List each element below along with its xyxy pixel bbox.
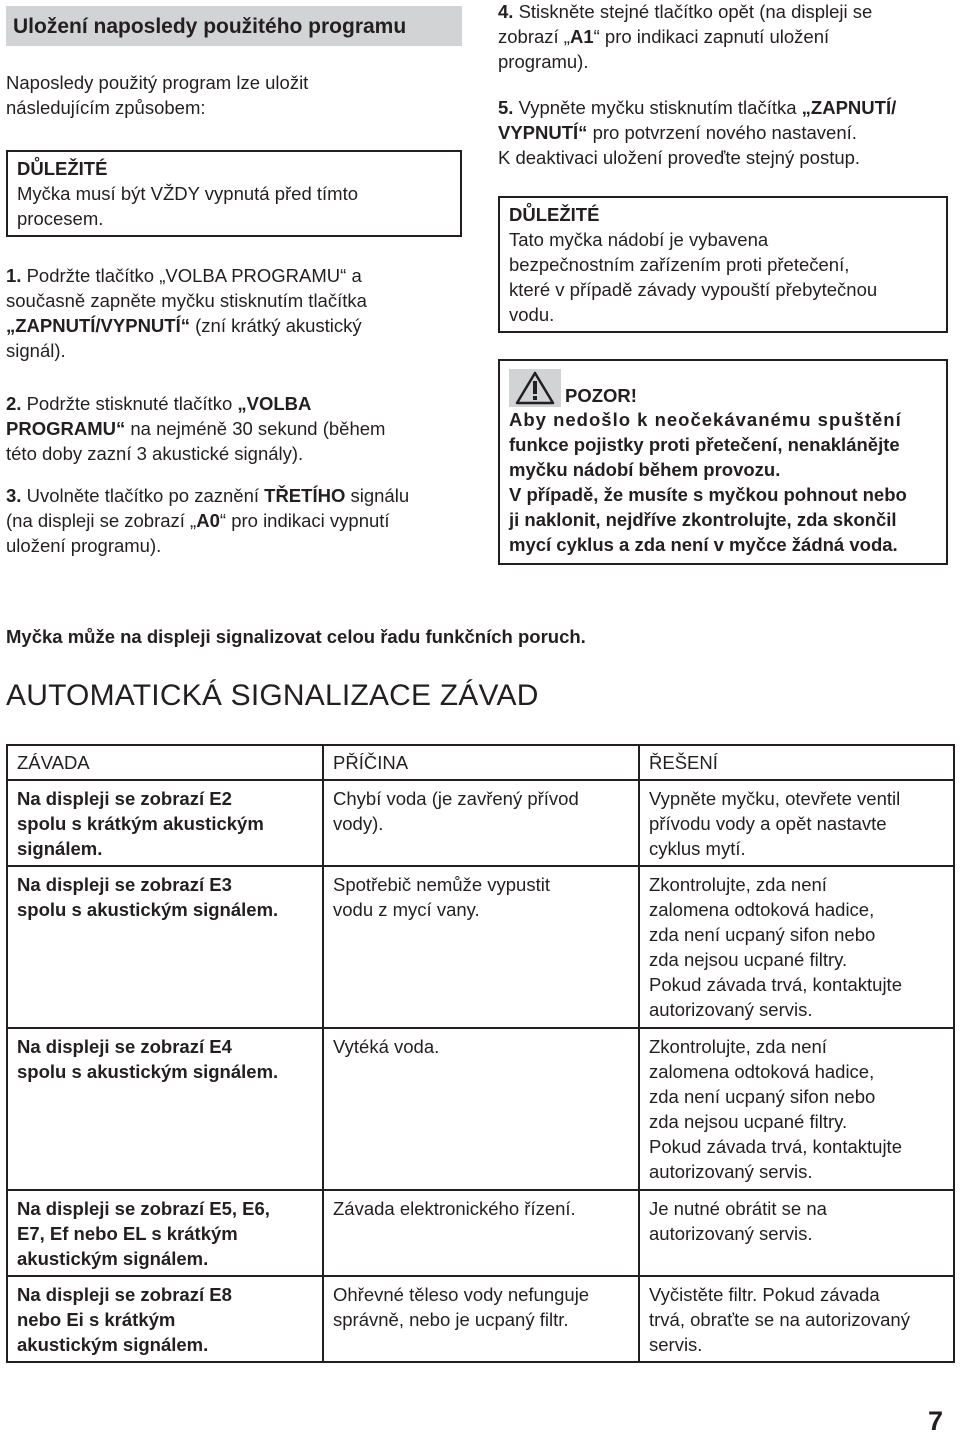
step-number: 2.: [6, 393, 22, 414]
step-5: [498, 95, 954, 170]
left-column: [6, 0, 462, 558]
step-emphasis: „ZAPNUTÍ/: [801, 97, 897, 118]
step-text: Uvolněte tlačítko po zaznění: [21, 485, 265, 506]
column-header: ŘEŠENÍ: [639, 745, 954, 780]
table-row: [7, 780, 954, 866]
warning-header: [509, 369, 946, 407]
step-text: pro potvrzení nového nastavení.: [587, 122, 857, 143]
table-row: [7, 1190, 954, 1276]
intro-text: [6, 70, 462, 120]
step-text: Vypněte myčku stisknutím tlačítka: [513, 97, 802, 118]
step-text: (zní krátký akustický: [189, 315, 362, 336]
important-note-box: [498, 196, 948, 333]
cell-line: akustickým signálem.: [17, 1334, 209, 1355]
note-line: vodu.: [509, 304, 555, 325]
step-text: Podržte tlačítko „VOLBA PROGRAMU“ a: [21, 265, 362, 286]
step-number: 1.: [6, 265, 22, 286]
step-emphasis: VYPNUTÍ“: [498, 122, 588, 143]
step-text: této doby zazní 3 akustické signály).: [6, 443, 304, 464]
cell-line: E7, Ef nebo EL s krátkým: [17, 1223, 238, 1244]
cell-line: Je nutné obrátit se na: [649, 1198, 827, 1219]
step-4: [498, 0, 954, 74]
cell-line: Vytéká voda.: [333, 1036, 440, 1057]
table-header-row: [7, 745, 954, 780]
cell-line: autorizovaný servis.: [649, 999, 813, 1020]
step-text: Stiskněte stejné tlačítko opět (na displeji se: [513, 1, 873, 22]
right-column: [498, 0, 954, 565]
cell-line: trvá, obraťte se na autorizovaný: [649, 1309, 910, 1330]
lead-sentence: Myčka může na displeji signalizovat celou řadu funkčních poruch.: [6, 626, 586, 647]
warning-triangle-icon: [509, 369, 561, 407]
cell-line: Na displeji se zobrazí E8: [17, 1284, 232, 1305]
cell-line: Vyčistěte filtr. Pokud závada: [649, 1284, 880, 1305]
warning-line: Aby nedošlo k neočekávanému spuštění: [509, 409, 902, 430]
cell-line: autorizovaný servis.: [649, 1161, 813, 1182]
fault-table: [6, 744, 955, 1363]
table-cell-fix: [639, 1028, 954, 1190]
cell-line: Na displeji se zobrazí E5, E6,: [17, 1198, 270, 1219]
note-line: procesem.: [17, 208, 104, 229]
table-cell-cause: [323, 1276, 639, 1362]
cell-line: zalomena odtoková hadice,: [649, 1061, 875, 1082]
step-emphasis: A0: [196, 510, 220, 531]
table-row: [7, 1276, 954, 1362]
cell-line: správně, nebo je ucpaný filtr.: [333, 1309, 569, 1330]
table-cell-fault: [7, 780, 323, 866]
cell-line: spolu s akustickým signálem.: [17, 1061, 279, 1082]
cell-line: zda není ucpaný sifon nebo: [649, 924, 876, 945]
step-emphasis: TŘETÍHO: [264, 485, 346, 506]
step-text: uložení programu).: [6, 535, 162, 556]
section-heading: Uložení naposledy použitého programu: [6, 6, 462, 46]
cell-line: Chybí voda (je zavřený přívod: [333, 788, 579, 809]
table-cell-fault: [7, 866, 323, 1028]
step-text: programu).: [498, 51, 589, 72]
warning-box: [498, 359, 948, 565]
table-cell-fault: [7, 1276, 323, 1362]
warning-line: ji naklonit, nejdříve zkontrolujte, zda skončil: [509, 509, 897, 530]
table-cell-cause: [323, 1190, 639, 1276]
column-header: PŘÍČINA: [323, 745, 639, 780]
step-text: současně zapněte myčku stisknutím tlačítka: [6, 290, 367, 311]
cell-line: zda nejsou ucpané filtry.: [649, 949, 848, 970]
table-cell-fix: [639, 1190, 954, 1276]
cell-line: Na displeji se zobrazí E3: [17, 874, 232, 895]
cell-line: Pokud závada trvá, kontaktujte: [649, 1136, 902, 1157]
note-title: DŮLEŽITÉ: [509, 204, 600, 225]
step-text: “ pro indikaci vypnutí: [219, 510, 390, 531]
cell-line: přívodu vody a opět nastavte: [649, 813, 887, 834]
page-title: AUTOMATICKÁ SIGNALIZACE ZÁVAD: [6, 679, 539, 712]
cell-line: signálem.: [17, 838, 103, 859]
step-2: [6, 391, 462, 466]
intro-line: následujícím způsobem:: [6, 97, 206, 118]
warning-line: mycí cyklus a zda není v myčce žádná voda.: [509, 534, 898, 555]
cell-line: Vypněte myčku, otevřete ventil: [649, 788, 901, 809]
step-number: 5.: [498, 97, 514, 118]
cell-line: vodu z mycí vany.: [333, 899, 480, 920]
cell-line: cyklus mytí.: [649, 838, 746, 859]
step-number: 4.: [498, 1, 514, 22]
step-emphasis: A1: [569, 26, 594, 47]
warning-line: funkce pojistky proti přetečení, nenaklánějte: [509, 434, 900, 455]
cell-line: Pokud závada trvá, kontaktujte: [649, 974, 902, 995]
step-text: signálu: [345, 485, 410, 506]
note-line: bezpečnostním zařízením proti přetečení,: [509, 254, 850, 275]
step-number: 3.: [6, 485, 22, 506]
step-text: Podržte stisknuté tlačítko: [21, 393, 238, 414]
warning-line: myčku nádobí během provozu.: [509, 459, 781, 480]
step-3: [6, 483, 462, 558]
cell-line: spolu s krátkým akustickým: [17, 813, 264, 834]
cell-line: nebo Ei s krátkým: [17, 1309, 176, 1330]
cell-line: zda není ucpaný sifon nebo: [649, 1086, 876, 1107]
step-text: signál).: [6, 340, 66, 361]
cell-line: spolu s akustickým signálem.: [17, 899, 279, 920]
important-note-box: [6, 150, 462, 237]
step-text: K deaktivaci uložení proveďte stejný postup.: [498, 147, 861, 168]
table-cell-fault: [7, 1028, 323, 1190]
step-text: na nejméně 30 sekund (během: [125, 418, 386, 439]
table-cell-fix: [639, 1276, 954, 1362]
table-cell-cause: [323, 1028, 639, 1190]
cell-line: Závada elektronického řízení.: [333, 1198, 576, 1219]
note-title: DŮLEŽITÉ: [17, 158, 108, 179]
step-text: (na displeji se zobrazí „: [6, 510, 197, 531]
cell-line: zalomena odtoková hadice,: [649, 899, 875, 920]
note-line: které v případě závady vypouští přebytečnou: [509, 279, 878, 300]
table-cell-fault: [7, 1190, 323, 1276]
cell-line: autorizovaný servis.: [649, 1223, 813, 1244]
cell-line: akustickým signálem.: [17, 1248, 209, 1269]
note-line: Tato myčka nádobí je vybavena: [509, 229, 769, 250]
cell-line: Zkontrolujte, zda není: [649, 1036, 827, 1057]
intro-line: Naposledy použitý program lze uložit: [6, 72, 309, 93]
table-cell-fix: [639, 866, 954, 1028]
cell-line: Ohřevné těleso vody nefunguje: [333, 1284, 590, 1305]
step-text: zobrazí „: [498, 26, 570, 47]
step-emphasis: „VOLBA: [237, 393, 312, 414]
step-emphasis: „ZAPNUTÍ/VYPNUTÍ“: [6, 315, 190, 336]
column-header: ZÁVADA: [7, 745, 323, 780]
cell-line: Zkontrolujte, zda není: [649, 874, 827, 895]
table-row: [7, 1028, 954, 1190]
step-emphasis: PROGRAMU“: [6, 418, 126, 439]
cell-line: vody).: [333, 813, 384, 834]
page-number: 7: [928, 1406, 944, 1436]
note-line: Myčka musí být VŽDY vypnutá před tímto: [17, 183, 359, 204]
cell-line: Na displeji se zobrazí E4: [17, 1036, 232, 1057]
table-cell-cause: [323, 780, 639, 866]
cell-line: Na displeji se zobrazí E2: [17, 788, 232, 809]
cell-line: zda nejsou ucpané filtry.: [649, 1111, 848, 1132]
cell-line: servis.: [649, 1334, 703, 1355]
table-cell-cause: [323, 866, 639, 1028]
cell-line: Spotřebič nemůže vypustit: [333, 874, 550, 895]
step-1: [6, 263, 462, 363]
table-row: [7, 866, 954, 1028]
table-cell-fix: [639, 780, 954, 866]
warning-line: V případě, že musíte s myčkou pohnout nebo: [509, 484, 907, 505]
warning-title: POZOR!: [565, 385, 637, 406]
step-text: “ pro indikaci zapnutí uložení: [593, 26, 830, 47]
